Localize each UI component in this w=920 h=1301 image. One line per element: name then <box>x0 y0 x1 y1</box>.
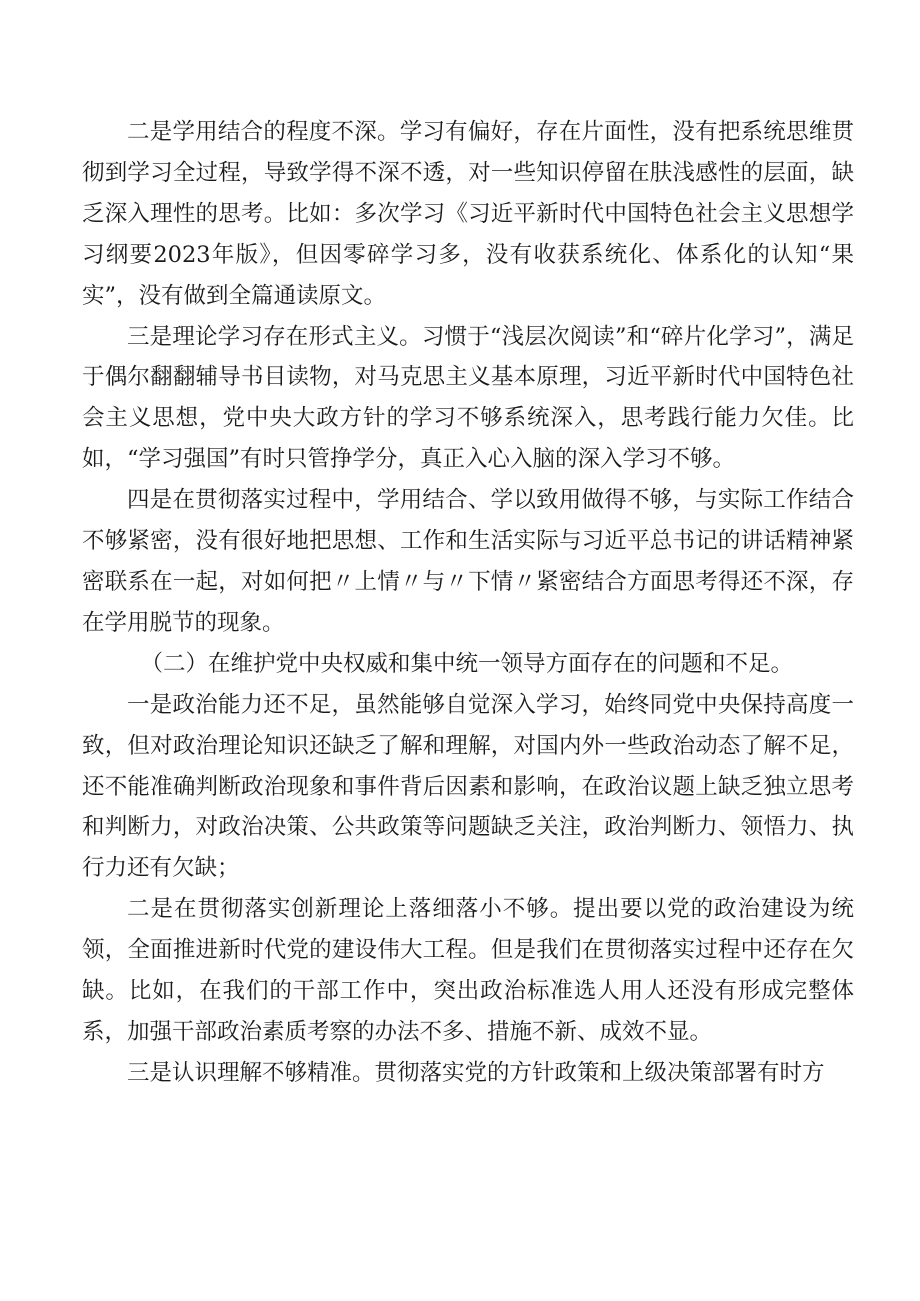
paragraph-understanding: 三是认识理解不够精准。贯彻落实党的方针政策和上级决策部署有时方 <box>127 1059 825 1086</box>
paragraph-political-ability: 一是政治能力还不足，虽然能够自觉深入学习，始终同党中央保持高度一致，但对政治理论知识还缺乏了解和理解，对国内外一些政治动态了解不足，还不能准确判断政治现象和事件背后因素和影响，在政治议题上缺乏独立思考和判断力，对政治决策、公共政策等问题缺乏关注，政治判断力、领悟力、执行力还有欠缺； <box>82 691 854 882</box>
paragraph-implementation: 四是在贯彻落实过程中，学用结合、学以致用做得不够，与实际工作结合不够紧密，没有很好地把思想、工作和生活实际与习近平总书记的讲话精神紧密联系在一起，对如何把〃上情〃与〃下情〃紧密结合方面思考得还不深，存在学用脱节的现象。 <box>82 487 854 636</box>
paragraph-innovation-theory: 二是在贯彻落实创新理论上落细落小不够。提出要以党的政治建设为统领，全面推进新时代党的建设伟大工程。但是我们在贯彻落实过程中还存在欠缺。比如，在我们的干部工作中，突出政治标准选人用人还没有形成完整体系，加强干部政治素质考察的办法不多、措施不新、成效不显。 <box>82 896 854 1045</box>
paragraph-formalism: 三是理论学习存在形式主义。习惯于“浅层次阅读”和“碎片化学习”，满足于偶尔翻翻辅导书目读物，对马克思主义基本原理，习近平新时代中国特色社会主义思想，党中央大政方针的学习不够系统深入，思考践行能力欠佳。比如，“学习强国”有时只管挣学分，真正入心入脑的深入学习不够。 <box>82 323 854 473</box>
paragraph-study-application: 二是学用结合的程度不深。学习有偏好，存在片面性，没有把系统思维贯彻到学习全过程，导致学得不深不透，对一些知识停留在肤浅感性的层面，缺乏深入理性的思考。比如：多次学习《习近平新时代中国特色社会主义思想学习纲要2023年版》，但因零碎学习多，没有收获系统化、体系化的认知“果实”，没有做到全篇通读原文。 <box>82 119 854 309</box>
document-body <box>82 112 854 1094</box>
section-heading: （二）在维护党中央权威和集中统一领导方面存在的问题和不足。 <box>140 650 794 677</box>
